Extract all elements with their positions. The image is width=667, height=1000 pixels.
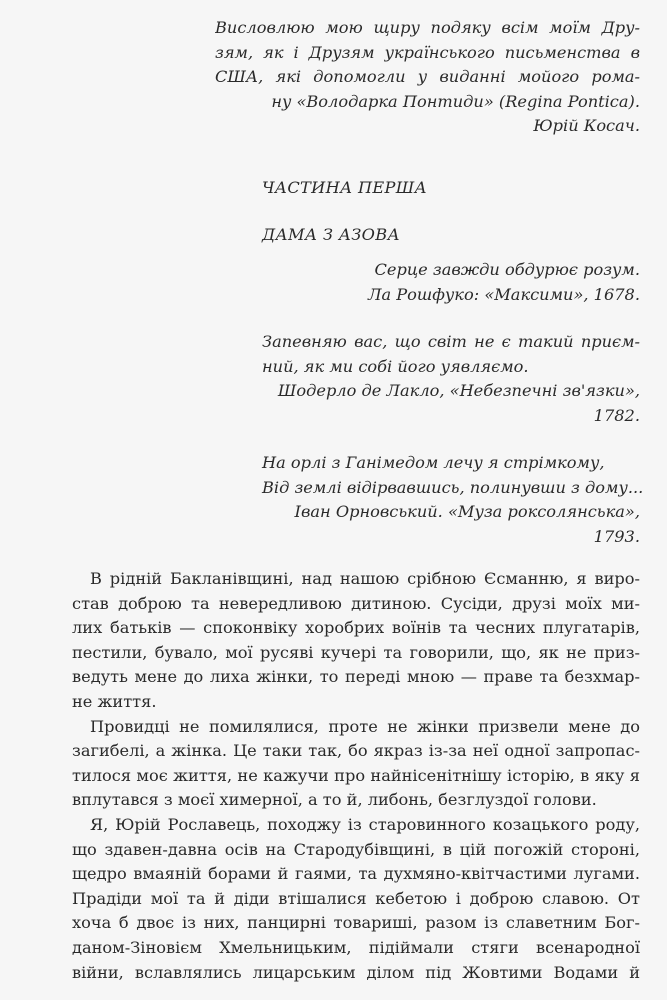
epigraph-3	[262, 451, 644, 549]
attribution-line: 1782.	[593, 405, 640, 425]
text-line: не життя.	[72, 691, 157, 711]
text-line: США, які допомогли у виданні мойого рома-	[215, 67, 640, 87]
text-line: даном-Зіновієм Хмельницьким, підіймали стяги всенародної	[72, 937, 640, 957]
text-line: На орлі з Ганімедом лечу я стрімкому,	[262, 453, 605, 472]
text-line: що здавен-давна осів на Стародубівщині, в цій погожій стороні,	[72, 839, 640, 859]
text-line: загибелі, а жінка. Це таки так, бо якраз із-за неї одної запропас-	[72, 741, 640, 761]
text-line: хоча б двоє із них, панцирні товариші, разом із славетним Бог-	[72, 913, 640, 933]
text-line: тилося моє життя, не кажучи про найнісенітнішу історію, в яку я	[72, 765, 640, 785]
text-line: війни, вславлялись лицарським ділом під Жовтими Водами й	[72, 962, 640, 982]
text-line: ну «Володарка Понтиди» (Regina Pontica).	[271, 91, 640, 111]
epigraph-1	[262, 258, 640, 307]
text-line: лих батьків — споконвіку хоробрих воїнів та чесних плугатарів,	[72, 618, 640, 638]
text-line: зям, як і Друзям українського письменства в	[215, 42, 640, 62]
text-line: щедро вмаяній борами й гаями, та духмяно-квітчастими лугами.	[72, 864, 640, 884]
text-line: Серце завжди обдурює розум.	[374, 260, 640, 279]
text-line: В рідній Бакланівщині, над нашою срібною Єсманню, я виро-	[90, 569, 640, 588]
text-line: Прадіди мої та й діди втішалися кебетою і доброю славою. От	[72, 888, 640, 908]
paragraph	[72, 567, 640, 715]
text-line: ний, як ми собі його уявляємо.	[262, 356, 529, 376]
body-text	[72, 567, 640, 985]
signature-line: Юрій Косач.	[533, 116, 640, 136]
text-line: Від землі відірвавшись, полинувши з дому...	[262, 477, 644, 497]
attribution-line: Іван Орновський. «Муза роксолянська»,	[294, 502, 640, 522]
attribution-line: Шодерло де Лакло, «Небезпечні зв'язки»,	[277, 381, 640, 401]
attribution-line: 1793.	[593, 526, 640, 546]
text-line: ведуть мене до лиха жінки, то переді мною — праве та безхмар-	[72, 667, 640, 687]
text-line: Я, Юрій Рославець, походжу із старовинного козацького роду,	[90, 814, 640, 834]
attribution-line: Ла Рошфуко: «Максими», 1678.	[367, 284, 640, 304]
part-title: ЧАСТИНА ПЕРША	[262, 178, 428, 197]
text-line: вплутався з моєї химерної, а то й, либонь, безглуздої голови.	[72, 790, 597, 810]
chapter-title: ДАМА З АЗОВА	[262, 225, 401, 244]
acknowledgement	[215, 16, 640, 139]
paragraph	[72, 715, 640, 813]
text-line: Висловлюю мою щиру подяку всім моїм Дру-	[215, 18, 640, 37]
paragraph	[72, 813, 640, 985]
text-line: Запевняю вас, що світ не є такий приєм-	[262, 332, 640, 351]
epigraph-2	[262, 330, 640, 428]
text-line: став доброю та невередливою дитиною. Сусіди, друзі моїх ми-	[72, 593, 640, 613]
text-line: Провидці не помилялися, проте не жінки призвели мене до	[90, 716, 640, 736]
text-line: пестили, бувало, мої русяві кучері та говорили, що, як не приз-	[72, 642, 640, 662]
